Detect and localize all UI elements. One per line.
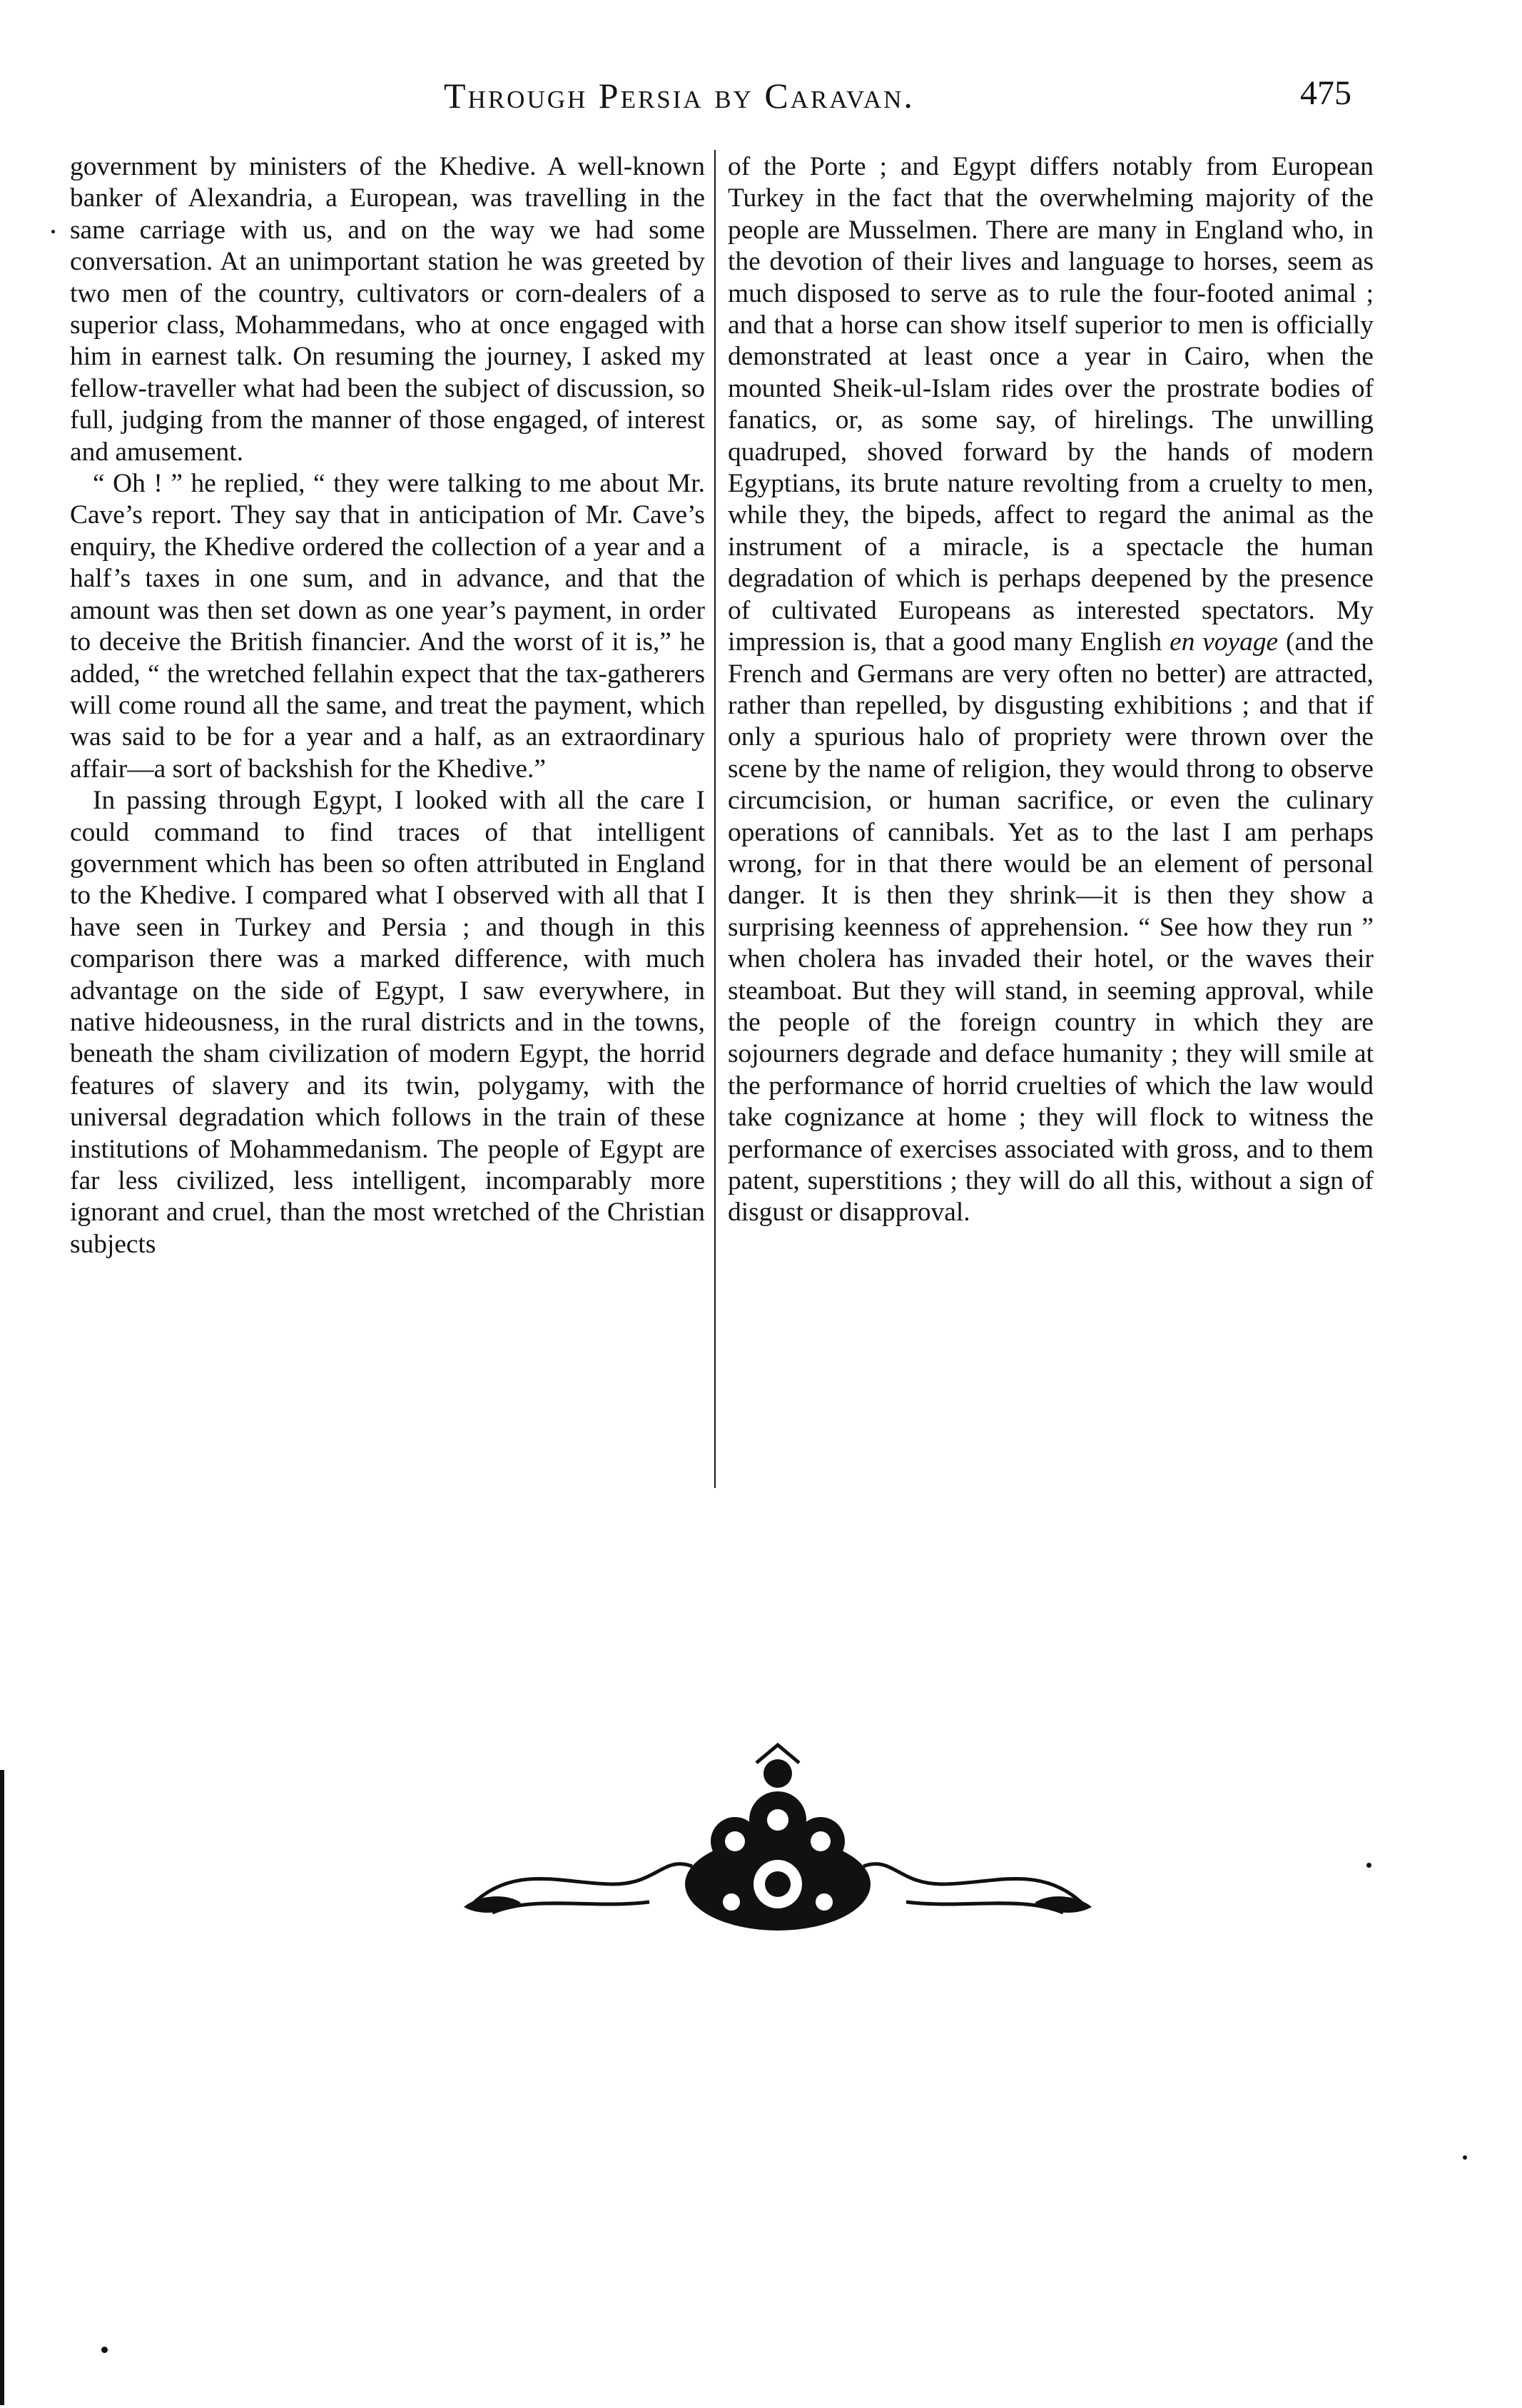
- right-column: [728, 151, 1374, 1229]
- paragraph-text: of the Porte ; and Egypt differs notably from European Turkey in the fact that the overwhelming majority of the people are Musselmen. There are many in England who, in the devotion of their lives and language to horses, seem as much disposed to serve as to rule the four-footed animal ; and that a horse can show itself superior to men is officially demonstrated at least once a year in Cairo, when the mounted Sheik-ul-Islam rides over the prostrate bodies of fanatics, or, as some say, of hirelings. The unwilling quadruped, shoved forward by the hands of modern Egyptians, its brute nature revolting from a cruelty to men, while they, the bipeds, affect to regard the animal as the instrument of a miracle, is a spectacle the human degradation of which is perhaps deepened by the presence of cultivated Europeans as interested spectators. My impression is, that a good many English: [728, 152, 1374, 657]
- running-header-title: Through Persia by Caravan.: [444, 76, 915, 116]
- paragraph: In passing through Egypt, I looked with all the care I could command to find traces of that intelligent government which has been so often attributed in England to the Khedive. I compared what I observed with all that I have seen in Turkey and Persia ; and though in this comparison there was a marked difference, with much advantage on the side of Egypt, I saw everywhere, in native hideousness, in the rural districts and in the towns, beneath the sham civilization of modern Egypt, the horrid features of slavery and its twin, polygamy, with the universal degradation which follows in the train of these institutions of Mohammedanism. The people of Egypt are far less civilized, less intelligent, incomparably more ignorant and cruel, than the most wretched of the Christian subjects: [70, 786, 705, 1259]
- paragraph: [728, 151, 1374, 1229]
- italic-phrase: en voyage: [1170, 627, 1279, 657]
- floral-scroll-tailpiece-icon: [450, 1741, 1106, 1956]
- paragraph: “ Oh ! ” he replied, “ they were talking to me about Mr. Cave’s report. They say that in anticipation of Mr. Cave’s enquiry, the Khedive ordered the collection of a year and a half’s taxes in one sum, and in advance, and that the amount was then set down as one year’s payment, in order to deceive the British financier. And the worst of it is,” he added, “ the wretched fellahin expect that the tax-gatherers will come round all the same, and treat the payment, which was said to be for a year and a half, as an extraordinary affair—a sort of backshish for the Khedive.”: [70, 469, 705, 784]
- ink-speck: [1366, 1863, 1371, 1868]
- ink-speck: [1463, 2155, 1467, 2160]
- left-column: [70, 151, 705, 1260]
- column-divider: [714, 150, 716, 1488]
- paragraph-text: (and the French and Germans are very often no better) are attracted, rather than repelled, by disgusting exhibitions ; and that if only a spurious halo of propriety were thrown over the scene by the name of religion, they would throng to observe circumcision, or human sacrifice, or even the culinary operations of cannibals. Yet as to the last I am perhaps wrong, for in that there would be an element of personal danger. It is then they shrink—it is then they show a surprising keenness of apprehension. “ See how they run ” when cholera has invaded their hotel, or the waves their steamboat. But they will stand, in seeming approval, while the people of the foreign country in which they are sojourners degrade and deface humanity ; they will smile at the performance of horrid cruelties of which the law would take cognizance at home ; they will flock to witness the performance of exercises associated with gross, and to them patent, superstitions ; they will do all this, without a sign of disgust or disapproval.: [728, 627, 1374, 1228]
- page-number: 475: [1300, 74, 1351, 112]
- paragraph: government by ministers of the Khedive. A well-known banker of Alexandria, a European, was travelling in the same carriage with us, and on the way we had some conversation. At an unimportant station he was greeted by two men of the country, cultivators or corn-dealers of a superior class, Mohammedans, who at once engaged with him in earnest talk. On resuming the journey, I asked my fellow-traveller what had been the subject of discussion, so full, judging from the manner of those engaged, of interest and amusement.: [70, 152, 705, 467]
- page-edge-shadow: [0, 1770, 4, 2405]
- ink-speck: [101, 2347, 108, 2353]
- ink-speck: [51, 230, 55, 233]
